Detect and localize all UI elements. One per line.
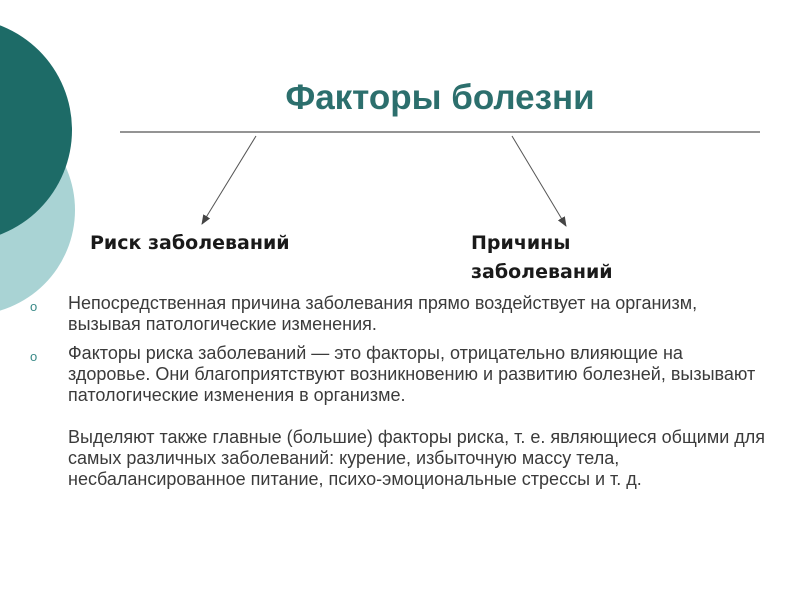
bullet-text-continued: Выделяют также главные (большие) факторы риска, т. е. являющиеся общими для самых различных заболеваний: курение, избыточную массу тела, несбалансированное питание, психо-эмоциональные стрессы и т. д.	[68, 427, 766, 489]
branch-risk-label: Риск заболеваний	[90, 232, 290, 254]
page-title: Факторы болезни	[285, 78, 595, 117]
bullet-text: Факторы риска заболеваний — это факторы, отрицательно влияющие на здоровье. Они благоприятствуют возникновению и развитию болезней, вызывают патологические изменения в организме.	[68, 343, 756, 405]
bullet-text: Непосредственная причина заболевания прямо воздействует на организм, вызывая патологические изменения.	[68, 293, 698, 334]
branch-causes-label: Причины заболеваний	[471, 232, 613, 283]
bullet-circle-icon: o	[30, 349, 38, 364]
bullet-circle-icon: o	[30, 299, 38, 314]
bullet-list	[28, 293, 768, 490]
arrow-left	[202, 136, 256, 224]
arrow-right	[512, 136, 566, 226]
bullet-item-direct-cause	[28, 293, 768, 335]
bullet-item-risk-factors	[28, 343, 768, 490]
